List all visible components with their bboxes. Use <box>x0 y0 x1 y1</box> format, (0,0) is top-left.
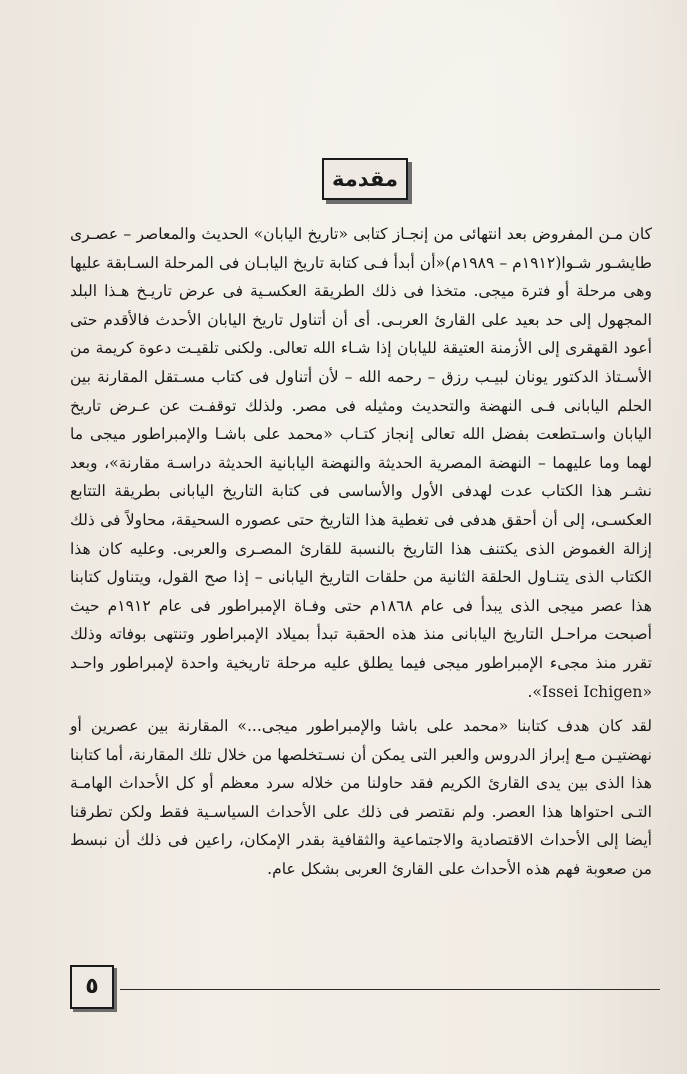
paragraph-2: لقد كان هدف كتابنا «محمد على باشا والإمبراطور ميجى...» المقارنة بين عصرين أو نهضتيـن مـع إبراز الدروس والعبر التى يمكن أن نسـتخلصها من خلال تلك المقارنة، أما كتابنا هذا الذى بين يدى القارئ الكريم فقد حاولنا من خلاله سرد معظم أو كل الأحداث الهامـة التـى احتواها هذا العصر. ولم نقتصر فى ذلك على الأحداث السياسـية فقط ولكن تطرقنا أيضا إلى الأحداث الاقتصادية والاجتماعية والثقافية بقدر الإمكان، راعين فى ذلك أن نبسط من صعوبة فهم هذه الأحداث على القارئ العربى بشكل عام. <box>70 717 652 879</box>
footer-rule <box>120 989 660 990</box>
page-number-box <box>70 965 114 1009</box>
page-number: ٥ <box>85 974 99 999</box>
page-footer <box>70 965 660 1015</box>
body-text <box>70 220 652 884</box>
paragraph-1: كان مـن المفروض بعد انتهائى من إنجـاز كتابى «تاريخ اليابان» الحديث والمعاصر – عصـرى طايشـور شـوا(١٩١٢م – ١٩٨٩م)«أن أبدأ فـى كتابة تاريخ اليابـان فى المرحلة السـابقة عليها وهى مرحلة أو فترة ميجى. متخذا فى ذلك الطريقة العكسـية فى عرض تاريـخ هـذا البلد المجهول إلى حد بعيد على القارئ العربـى. أى أن أتناول تاريخ اليابان الأحدث فالأقدم حتى أعود القهقرى إلى الأزمنة العتيقة لليابان إذا شـاء الله تعالى. ولكنى تلقيـت دعوة كريمة من الأسـتاذ الدكتور يونان لبيـب رزق – رحمه الله – لأن أتناول فى كتاب مسـتقل المقارنة بين الحلم اليابانى فـى النهضة والتحديث ومثيله فى مصر. ولذلك توقفـت عن عـرض تاريخ اليابان واسـتطعت بفضل الله تعالى إنجاز كتـاب «محمد على باشـا والإمبراطور ميجى ما لهما وما عليهما – النهضة المصرية الحديثة والنهضة اليابانية الحديثة دراسـة مقارنة»، وبعد نشـر هذا الكتاب عدت لهدفى الأول والأساسى فى كتابة التاريخ اليابانى بطريقة التتابع العكسـى، إلى أن أحقق هدفى فى تغطية هذا التاريخ حتى عصوره السحيقة، محاولاً فى ذلك إزالة الغموض الذى يكتنف هذا التاريخ بالنسبة للقارئ المصـرى والعربى. وعليه كان هذا الكتاب الذى يتنـاول الحلقة الثانية من حلقات التاريخ اليابانى – إذا صح القول، ويتناول كتابنا هذا عصر ميجى الذى يبدأ فى عام ١٨٦٨م حتى وفـاة الإمبراطور فى عام ١٩١٢م حيث أصبحت مراحـل التاريخ اليابانى منذ هذه الحقبة تبدأ بميلاد الإمبراطور وتنتهى بوفاته وذلك تقرر منذ مجىء الإمبراطور ميجى فيما يطلق عليه مرحلة تاريخية واحدة لإمبراطور واحـد «Issei Ichigen». <box>70 225 652 701</box>
chapter-heading-box <box>322 158 408 200</box>
chapter-heading: مقدمة <box>332 166 398 191</box>
